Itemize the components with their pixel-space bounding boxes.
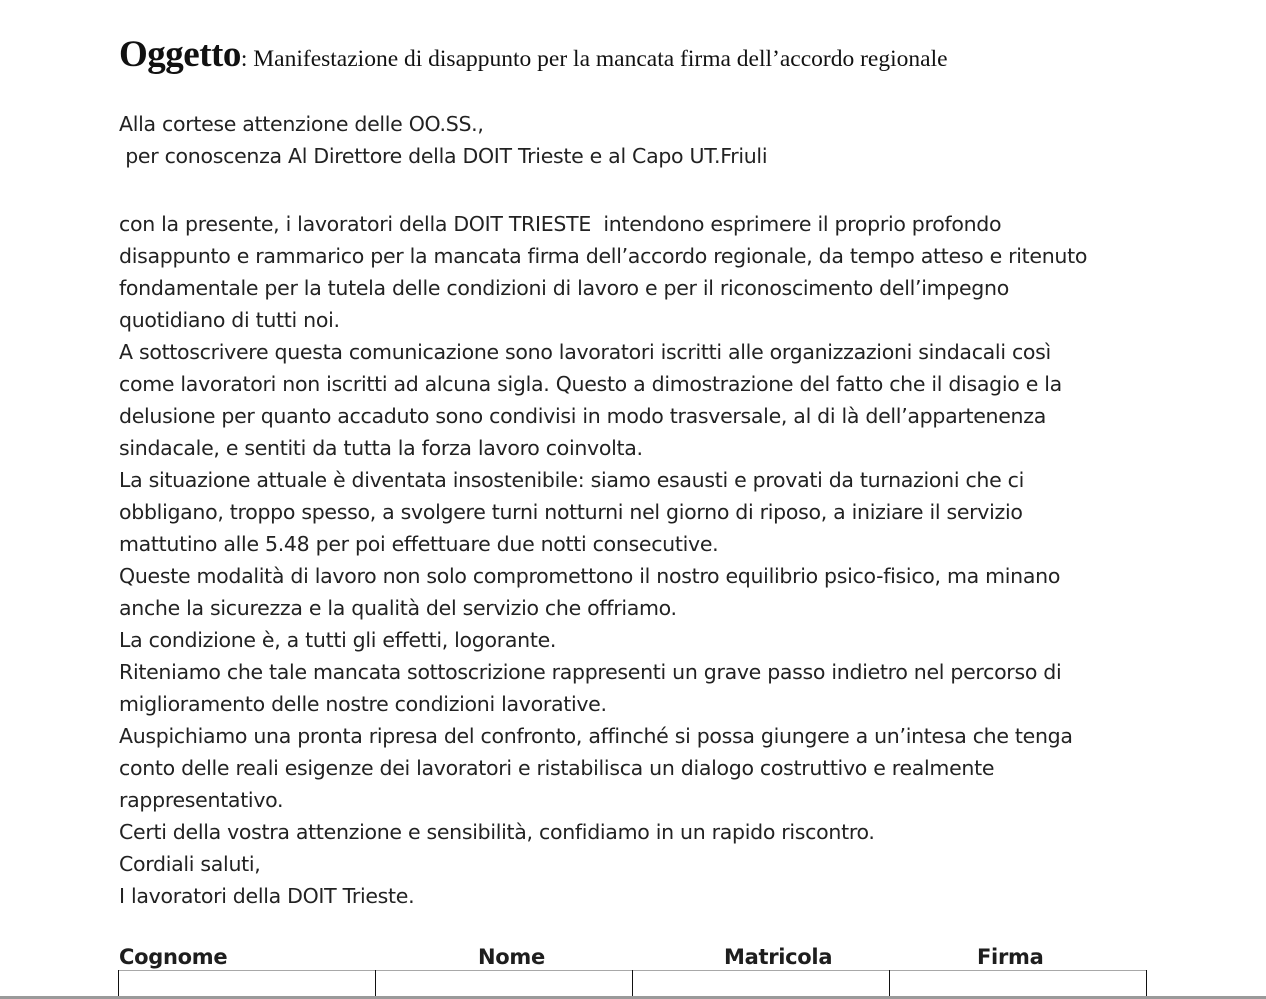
body-line: La condizione è, a tutti gli effetti, logorante. — [119, 628, 557, 652]
body-line: quotidiano di tutti noi. — [119, 308, 340, 332]
column-header-nome: Nome — [478, 945, 545, 969]
body-line: Riteniamo che tale mancata sottoscrizione rappresenti un grave passo indietro nel percorso di — [119, 660, 1062, 684]
table-cell-matricola[interactable] — [633, 971, 889, 997]
closing-signature: I lavoratori della DOIT Trieste. — [119, 884, 415, 908]
column-header-cognome: Cognome — [119, 945, 228, 969]
table-cell-border — [1146, 970, 1147, 999]
body-line: Certi della vostra attenzione e sensibilità, confidiamo in un rapido riscontro. — [119, 820, 875, 844]
subject-text: : Manifestazione di disappunto per la mancata firma dell’accordo regionale — [240, 46, 948, 72]
body-line: delusione per quanto accaduto sono condivisi in modo trasversale, al di là dell’appartenenza — [119, 404, 1046, 428]
body-line: A sottoscrivere questa comunicazione sono lavoratori iscritti alle organizzazioni sindacali così — [119, 340, 1051, 364]
table-cell-firma[interactable] — [890, 971, 1146, 997]
body-line: sindacale, e sentiti da tutta la forza lavoro coinvolta. — [119, 436, 643, 460]
subject-line — [119, 33, 948, 76]
column-header-firma: Firma — [977, 945, 1044, 969]
table-cell-nome[interactable] — [376, 971, 632, 997]
recipients-block — [119, 108, 767, 172]
recipient-line-cc: per conoscenza Al Direttore della DOIT Trieste e al Capo UT.Friuli — [119, 144, 768, 168]
body-line: fondamentale per la tutela delle condizioni di lavoro e per il riconoscimento dell’impegno — [119, 276, 1009, 300]
body-line: conto delle reali esigenze dei lavoratori e ristabilisca un dialogo costruttivo e realmente — [119, 756, 995, 780]
body-line: anche la sicurezza e la qualità del servizio che offriamo. — [119, 596, 677, 620]
body-line: miglioramento delle nostre condizioni lavorative. — [119, 692, 607, 716]
recipient-line-primary: Alla cortese attenzione delle OO.SS., — [119, 112, 484, 136]
body-line: mattutino alle 5.48 per poi effettuare due notti consecutive. — [119, 532, 719, 556]
body-line: Auspichiamo una pronta ripresa del confronto, affinché si possa giungere a un’intesa che tenga — [119, 724, 1073, 748]
body-line: come lavoratori non iscritti ad alcuna sigla. Questo a dimostrazione del fatto che il disagio e la — [119, 372, 1062, 396]
closing-greeting: Cordiali saluti, — [119, 852, 261, 876]
body-line: obbligano, troppo spesso, a svolgere turni notturni nel giorno di riposo, a iniziare il servizio — [119, 500, 1023, 524]
body-line: Queste modalità di lavoro non solo compromettono il nostro equilibrio psico-fisico, ma minano — [119, 564, 1061, 588]
body-line: disappunto e rammarico per la mancata firma dell’accordo regionale, da tempo atteso e ritenuto — [119, 244, 1088, 268]
body-line: con la presente, i lavoratori della DOIT TRIESTE intendono esprimere il proprio profondo — [119, 212, 1002, 236]
subject-label: Oggetto — [119, 34, 241, 75]
letter-body — [119, 208, 1149, 912]
table-cell-cognome[interactable] — [119, 971, 375, 997]
body-line: rappresentativo. — [119, 788, 284, 812]
column-header-matricola: Matricola — [724, 945, 833, 969]
body-line: La situazione attuale è diventata insostenibile: siamo esausti e provati da turnazioni che ci — [119, 468, 1025, 492]
signature-table — [0, 940, 1266, 999]
